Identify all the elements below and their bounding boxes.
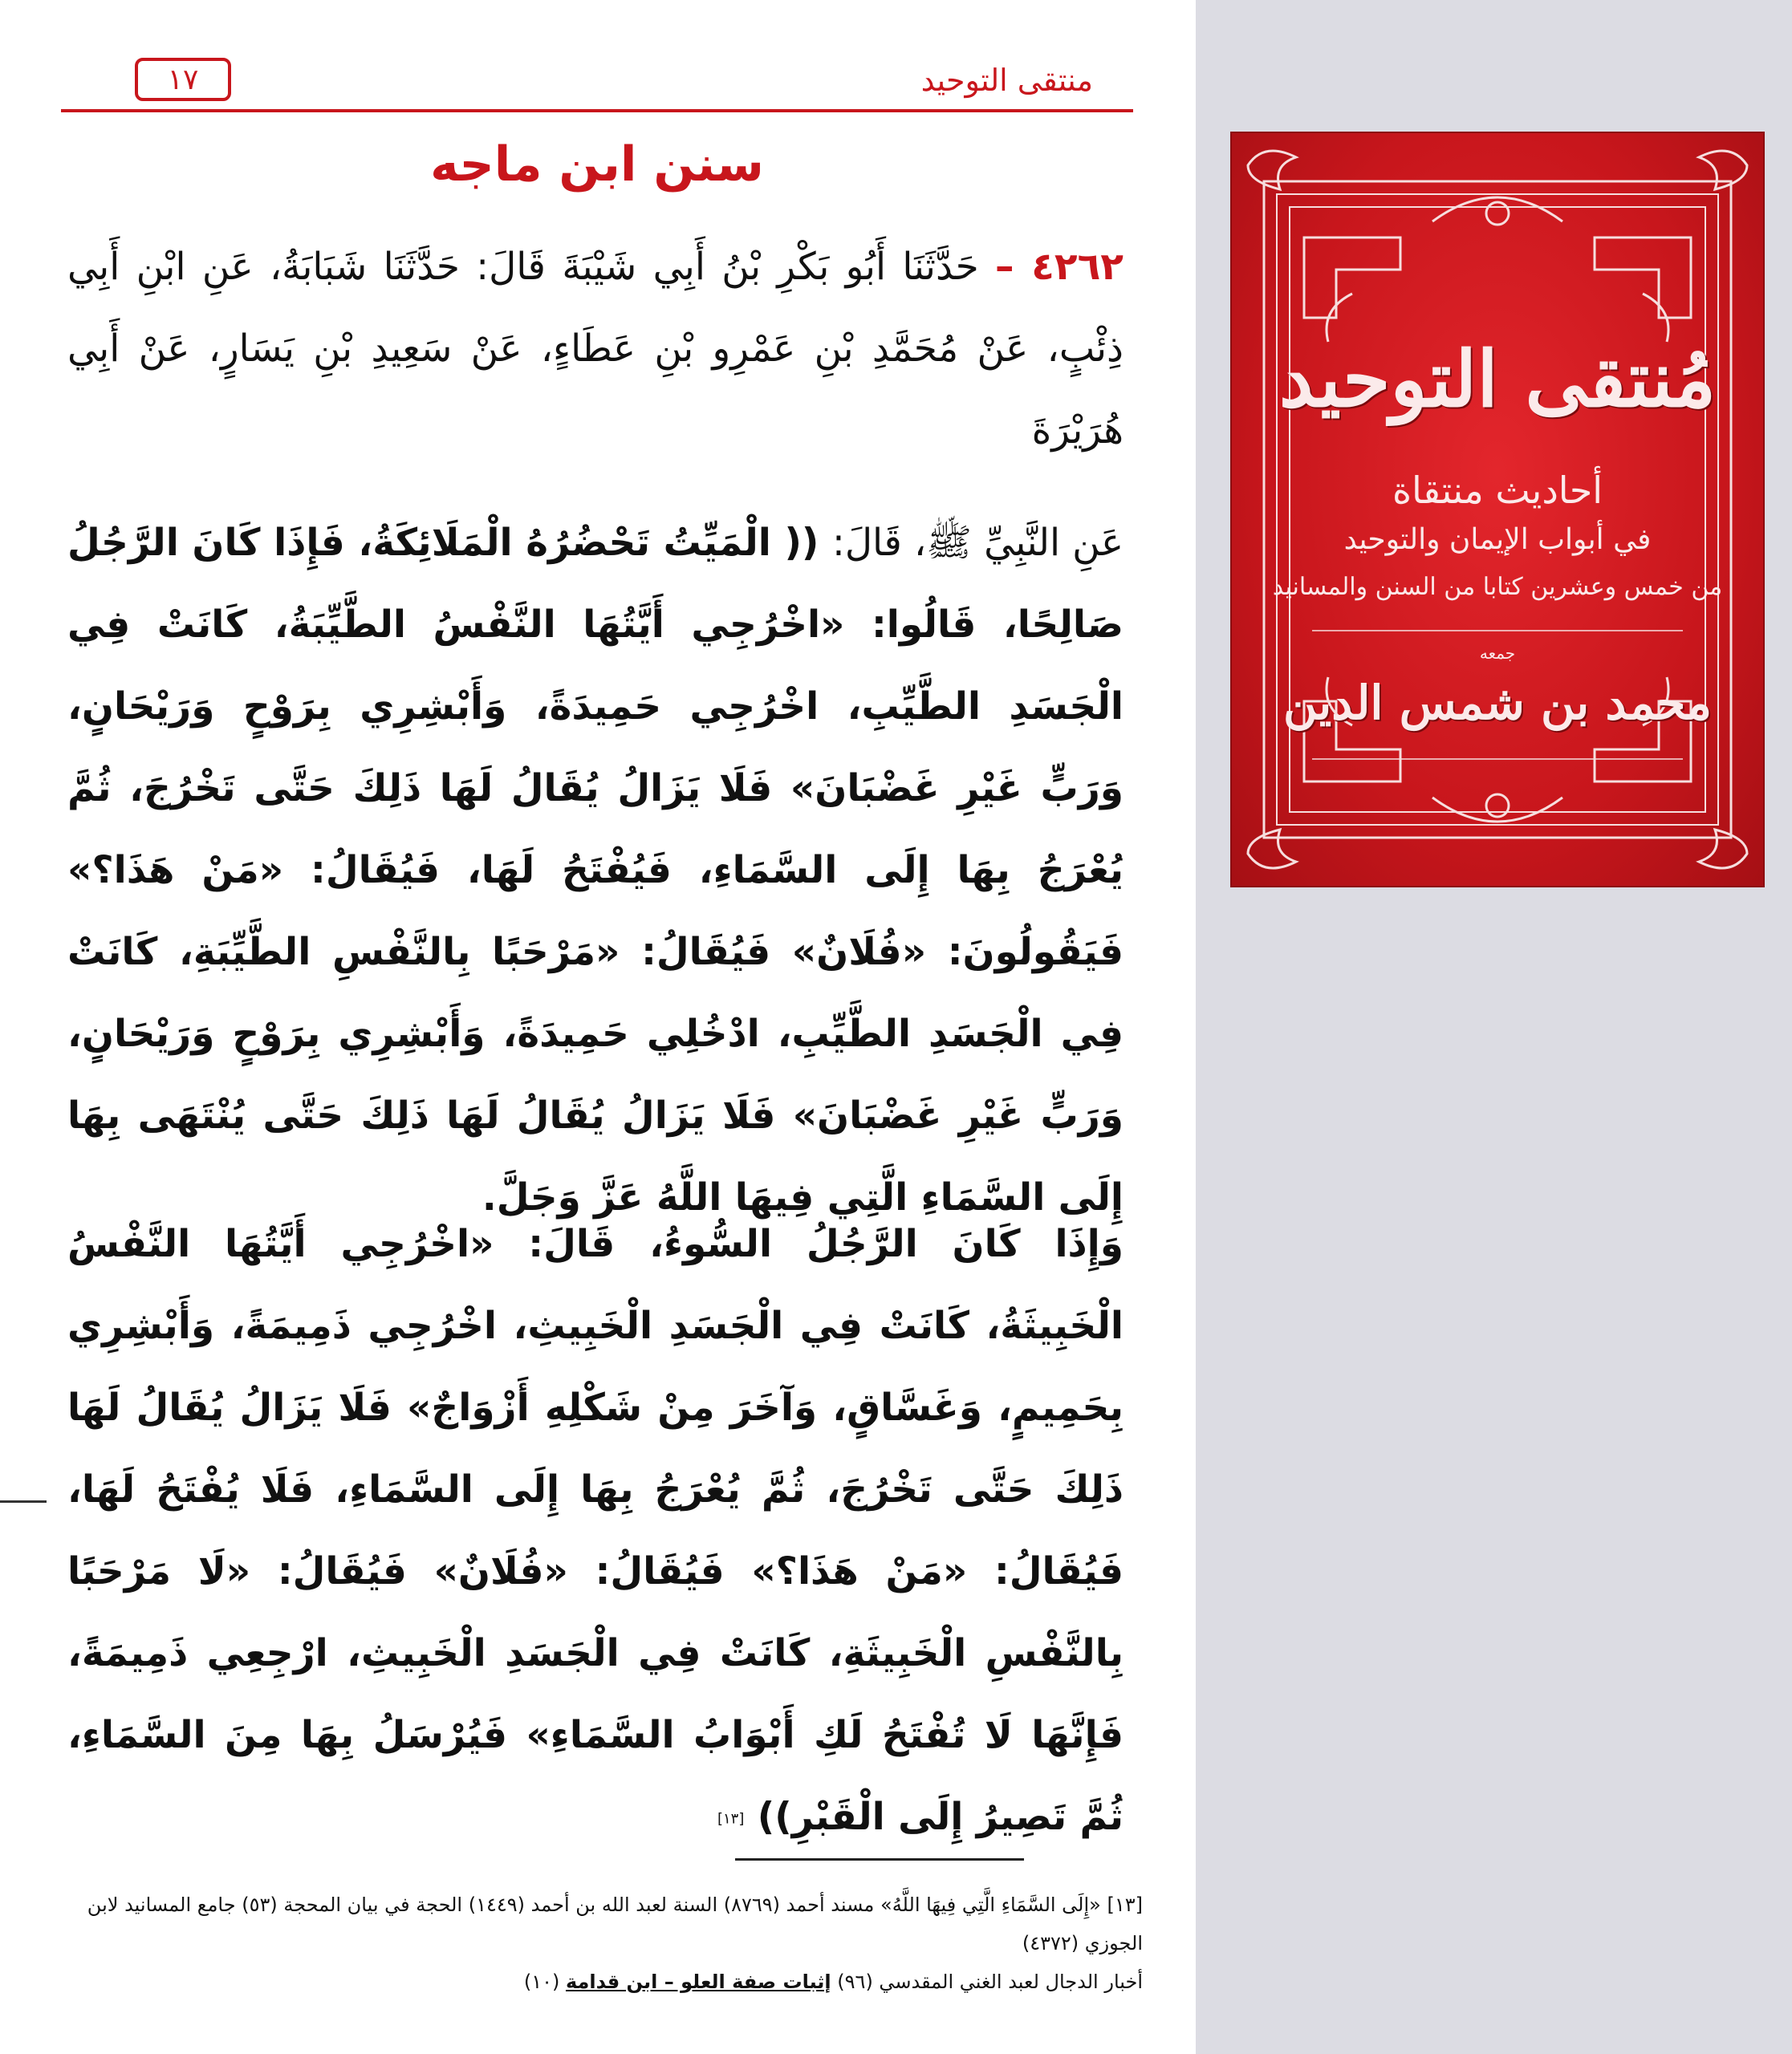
- footnote-line-1: [١٣] «إِلَى السَّمَاءِ الَّتِي فِيهَا اللَّهُ» مسند أحمد (٨٧٦٩) السنة لعبد الله بن أحمد (١٤٤٩) الحجة في بيان المحجة (٥٣) جامع المسانيد لابن الجوزي (٤٣٧٢): [87, 1894, 1143, 1955]
- margin-marker: [0, 1500, 47, 1503]
- cover-subtitle-1: أحاديث منتقاة: [1392, 469, 1603, 512]
- matn-text-1: (( الْمَيِّتُ تَحْضُرُهُ الْمَلَائِكَةُ، فَإِذَا كَانَ الرَّجُلُ صَالِحًا، قَالُوا: «اخْرُجِي أَيَّتُهَا النَّفْسُ الطَّيِّبَةُ، كَانَتْ فِي الْجَسَدِ الطَّيِّبِ، اخْرُجِي حَمِيدَةً، وَأَبْشِرِي بِرَوْحٍ وَرَيْحَانٍ، وَرَبٍّ غَيْرِ غَضْبَانَ» فَلَا يَزَالُ يُقَالُ لَهَا ذَلِكَ حَتَّى تَخْرُجَ، ثُمَّ يُعْرَجُ بِهَا إِلَى السَّمَاءِ، فَيُفْتَحُ لَهَا، فَيُقَالُ: «مَنْ هَذَا؟» فَيَقُولُونَ: «فُلَانٌ» فَيُقَالُ: «مَرْحَبًا بِالنَّفْسِ الطَّيِّبَةِ، كَانَتْ فِي الْجَسَدِ الطَّيِّبِ، ادْخُلِي حَمِيدَةً، وَأَبْشِرِي بِرَوْحٍ وَرَيْحَانٍ، وَرَبٍّ غَيْرِ غَضْبَانَ» فَلَا يَزَالُ يُقَالُ لَهَا ذَلِكَ حَتَّى يُنْتَهَى بِهَا إِلَى السَّمَاءِ الَّتِي فِيهَا اللَّهُ عَزَّ وَجَلَّ.: [67, 521, 1124, 1220]
- cover-title: مُنتقى التوحيد: [1278, 334, 1717, 424]
- hadith-number: ٤٢٦٢ –: [995, 245, 1124, 289]
- footnote-line-2: [67, 1963, 1143, 2001]
- cover-subtitle-2: في أبواب الإيمان والتوحيد: [1343, 523, 1652, 556]
- footnote-underlined-source: إثبات صفة العلو – ابن قدامة: [565, 1971, 831, 1993]
- hadith-matn-part-1: [67, 502, 1124, 1239]
- footnote-source: أخبار الدجال لعبد الغني المقدسي (٩٦): [837, 1971, 1143, 1993]
- hadith-matn-part-2: [67, 1204, 1124, 1861]
- footnote-divider: [735, 1858, 1024, 1861]
- footnote-reference[interactable]: [١٣]: [717, 1810, 745, 1828]
- footnote: [67, 1886, 1143, 2001]
- hadith-isnad: [67, 226, 1124, 472]
- cover-author: محمد بن شمس الدين: [1283, 676, 1712, 730]
- footnote-source-number: (١٠): [523, 1971, 560, 1993]
- cover-compiled-label: جمعه: [1479, 643, 1516, 663]
- page-number: ١٧: [135, 58, 231, 101]
- running-header-title: منتقى التوحيد: [920, 63, 1093, 98]
- cover-subtitle-3: من خمس وعشرين كتابا من السنن والمسانيد: [1272, 573, 1723, 601]
- section-title: سنن ابن ماجه: [430, 136, 764, 193]
- book-cover-image[interactable]: [1232, 133, 1763, 886]
- sidebar: [1196, 0, 1792, 2054]
- header-divider: [61, 109, 1133, 112]
- matn-intro: عَنِ النَّبِيِّ ﷺ، قَالَ:: [832, 521, 1124, 565]
- matn-text-2: وَإِذَا كَانَ الرَّجُلُ السُّوءُ، قَالَ: «اخْرُجِي أَيَّتُهَا النَّفْسُ الْخَبِيثَةُ، كَانَتْ فِي الْجَسَدِ الْخَبِيثِ، اخْرُجِي ذَمِيمَةً، وَأَبْشِرِي بِحَمِيمٍ، وَغَسَّاقٍ، وَآخَرَ مِنْ شَكْلِهِ أَزْوَاجٌ» فَلَا يَزَالُ يُقَالُ لَهَا ذَلِكَ حَتَّى تَخْرُجَ، ثُمَّ يُعْرَجُ بِهَا إِلَى السَّمَاءِ، فَلَا يُفْتَحُ لَهَا، فَيُقَالُ: «مَنْ هَذَا؟» فَيُقَالُ: «فُلَانٌ» فَيُقَالُ: «لَا مَرْحَبًا بِالنَّفْسِ الْخَبِيثَةِ، كَانَتْ فِي الْجَسَدِ الْخَبِيثِ، ارْجِعِي ذَمِيمَةً، فَإِنَّهَا لَا تُفْتَحُ لَكِ أَبْوَابُ السَّمَاءِ» فَيُرْسَلُ بِهَا مِنَ السَّمَاءِ، ثُمَّ تَصِيرُ إِلَى الْقَبْرِ)): [67, 1222, 1124, 1839]
- isnad-text: حَدَّثَنَا أَبُو بَكْرِ بْنُ أَبِي شَيْبَةَ قَالَ: حَدَّثَنَا شَبَابَةُ، عَنِ ابْنِ أَبِي ذِئْبٍ، عَنْ مُحَمَّدِ بْنِ عَمْرِو بْنِ عَطَاءٍ، عَنْ سَعِيدِ بْنِ يَسَارٍ، عَنْ أَبِي هُرَيْرَةَ: [67, 245, 1124, 453]
